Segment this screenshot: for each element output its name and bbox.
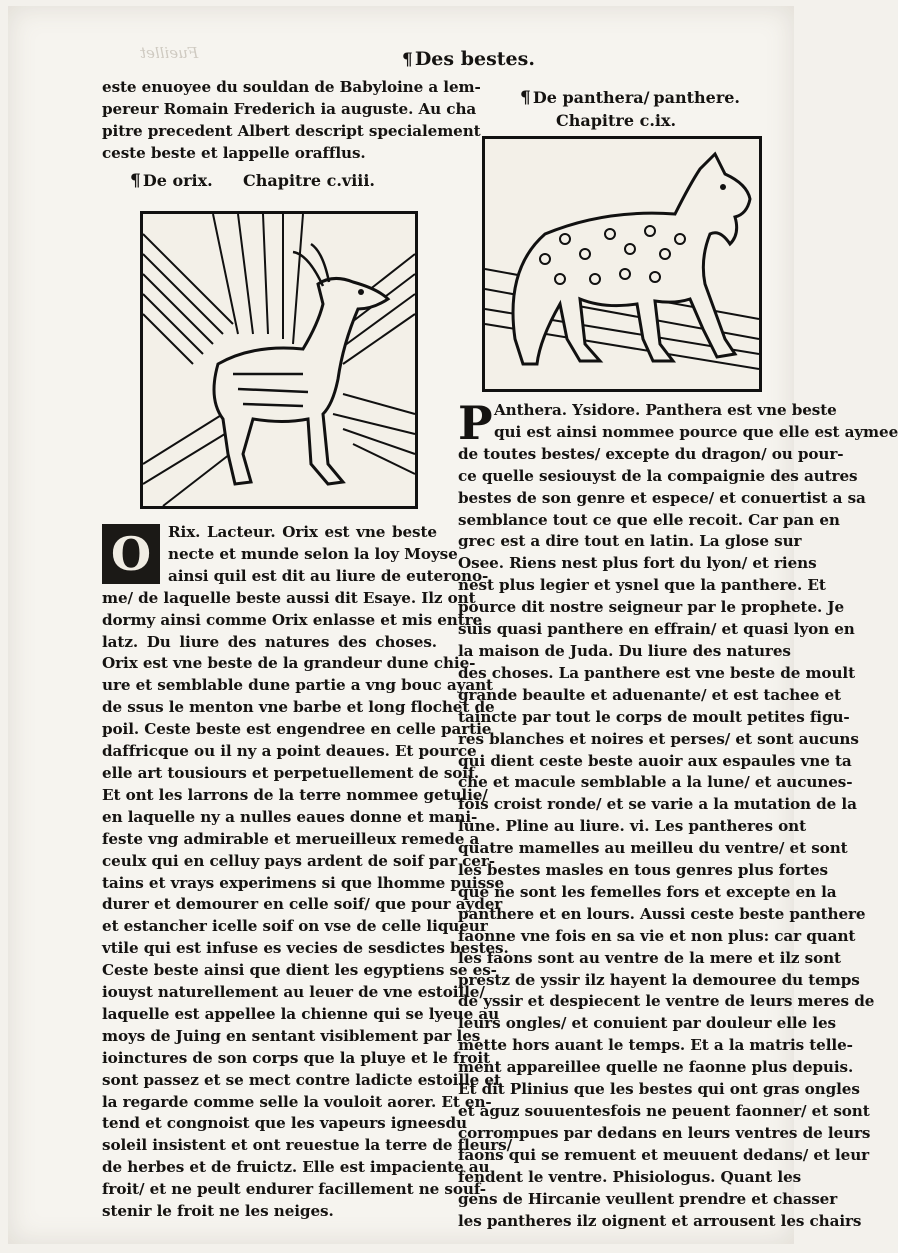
pilcrow-icon: ¶ bbox=[520, 88, 531, 108]
text-line: iouyst naturellement au leuer de vne estoille/ bbox=[102, 983, 485, 1002]
text-line: la maison de Juda. Du liure des natures bbox=[458, 641, 791, 660]
text-line: necte et munde selon la loy Moyse bbox=[168, 544, 458, 563]
text-line: ioinctures de son corps que la pluye et le froit bbox=[102, 1048, 490, 1067]
text-line: sont passez et se mect contre ladicte estoille et bbox=[102, 1070, 501, 1089]
text-line: des choses. La panthere est vne beste de moult bbox=[458, 663, 855, 682]
text-line: corrompues par dedans en leurs ventres de leurs bbox=[458, 1123, 871, 1142]
text-line: Orix est vne beste de la grandeur dune chie- bbox=[102, 654, 476, 673]
text-line: la regarde comme selle la vouloit aorer. Et en- bbox=[102, 1092, 492, 1111]
text-line: suis quasi panthere en effrain/ et quasi lyon en bbox=[458, 620, 855, 639]
oryx-woodcut-drawing bbox=[143, 214, 415, 506]
text-line: faons qui se remuent et meuuent dedans/ et leur bbox=[458, 1145, 870, 1164]
text-line: semblance tout ce que elle recoit. Car pan en bbox=[458, 510, 840, 529]
text-line: vtile qui est infuse es vecies de sesdictes bestes. bbox=[102, 939, 509, 958]
oryx-woodcut-illustration bbox=[140, 211, 418, 509]
text-line: Osee. Riens nest plus fort du lyon/ et riens bbox=[458, 554, 817, 573]
text-line: tains et vrays experimens si que lhomme puisse bbox=[102, 873, 505, 892]
text-line: dormy ainsi comme Orix enlasse et mis entre bbox=[102, 610, 483, 629]
oryx-chapter-heading bbox=[130, 171, 375, 191]
text-line: faonne vne fois en sa vie et non plus: car quant bbox=[458, 926, 856, 945]
text-line: pitre precedent Albert descript specialement bbox=[102, 121, 481, 140]
text-line: Ceste beste ainsi que dient les egyptiens se es- bbox=[102, 961, 497, 980]
text-line: poil. Ceste beste est engendree en celle partie bbox=[102, 720, 492, 739]
text-line: taincte par tout le corps de moult petites figu- bbox=[458, 707, 850, 726]
oryx-chapter-number: Chapitre c.viii. bbox=[243, 171, 375, 190]
text-line: et aguz souuentesfois ne peuent faonner/ et sont bbox=[458, 1102, 870, 1120]
text-line: ceulx qui en celluy pays ardent de soif par cer- bbox=[102, 851, 495, 870]
text-line: grec est a dire tout en latin. La glose sur bbox=[458, 532, 802, 551]
text-line: Rix. Lacteur. Orix est vne beste bbox=[168, 523, 437, 541]
text-line: et estancher icelle soif on vse de celle liqueur bbox=[102, 917, 488, 936]
text-line: de yssir et despiecent le ventre de leurs meres de bbox=[458, 992, 875, 1011]
show-through-text: Fueillet bbox=[140, 44, 199, 62]
text-line: grande beaulte et aduenante/ et est tachee et bbox=[458, 685, 841, 704]
text-line: ce quelle sesiouyst de la compaignie des autres bbox=[458, 466, 858, 485]
text-line: pereur Romain Frederich ia auguste. Au cha bbox=[102, 99, 477, 118]
panther-woodcut-illustration bbox=[482, 136, 762, 392]
text-line: ceste beste et lappelle orafflus. bbox=[102, 143, 366, 162]
text-line: ure et semblable dune partie a vng bouc ayant bbox=[102, 676, 493, 695]
text-line: les bestes masles en tous genres plus fortes bbox=[458, 861, 828, 880]
text-line: soleil insistent et ont reuestue la terre de fleurs/ bbox=[102, 1136, 513, 1155]
text-line: en laquelle ny a nulles eaues donne et mani- bbox=[102, 807, 478, 826]
text-line: elle art tousiours et perpetuellement de soif. bbox=[102, 763, 480, 782]
text-line: moys de Juing en sentant visiblement par les bbox=[102, 1026, 481, 1045]
panthera-chapter-number: Chapitre c.ix. bbox=[556, 111, 677, 130]
text-line: feste vng admirable et merueilleux remede a bbox=[102, 829, 480, 848]
text-line: qui est ainsi nommee pource que elle est aymee bbox=[494, 422, 898, 441]
text-line: Et ont les larrons de la terre nommee getulie/ bbox=[102, 785, 488, 804]
text-line: leurs ongles/ et conuient par douleur elle les bbox=[458, 1014, 836, 1033]
text-line: latz. Du liure des natures des choses. bbox=[102, 632, 437, 651]
text-line: fois croist ronde/ et se varie a la mutation de la bbox=[458, 795, 857, 814]
text-line: quatre mamelles au meilleu du ventre/ et sont bbox=[458, 839, 848, 858]
text-line: froit/ et ne peult endurer facillement ne souf- bbox=[102, 1180, 486, 1199]
oryx-title: ¶ De orix. bbox=[130, 171, 213, 191]
text-line: les pantheres ilz oignent et arrousent les chairs bbox=[458, 1211, 862, 1230]
left-column-top-text bbox=[102, 77, 481, 165]
pilcrow-icon: ¶ bbox=[402, 50, 413, 70]
panther-woodcut-drawing bbox=[485, 139, 759, 389]
text-line: res blanches et noires et perses/ et sont aucuns bbox=[458, 729, 859, 748]
text-line: nest plus legier et ysnel que la panthere. Et bbox=[458, 576, 826, 595]
running-head: ¶ Des bestes. bbox=[402, 48, 535, 70]
panthera-title: ¶ De panthera/ bbox=[520, 88, 650, 108]
text-line: de herbes et de fruictz. Elle est impaciente au bbox=[102, 1158, 490, 1177]
text-line: stenir le froit ne les neiges. bbox=[102, 1202, 334, 1221]
decorated-initial-o: O bbox=[102, 524, 160, 584]
panthera-french-name: panthere. bbox=[653, 88, 740, 107]
panthera-chapter-heading bbox=[520, 88, 740, 130]
pilcrow-icon: ¶ bbox=[130, 171, 141, 191]
text-line: durer et demourer en celle soif/ que pour ayder bbox=[102, 895, 503, 914]
text-line: ment appareillee quelle ne faonne plus depuis. bbox=[458, 1058, 854, 1077]
text-line: este enuoyee du souldan de Babyloine a lem- bbox=[102, 78, 481, 96]
text-line: que ne sont les femelles fors et excepte en la bbox=[458, 882, 837, 901]
text-line: de ssus le menton vne barbe et long flochet de bbox=[102, 698, 495, 717]
text-line: che et macule semblable a la lune/ et aucunes- bbox=[458, 773, 853, 792]
text-line: tend et congnoist que les vapeurs igneesdu bbox=[102, 1114, 467, 1133]
text-line: mette hors auant le temps. Et a la matris telle- bbox=[458, 1036, 853, 1055]
initial-p: P bbox=[458, 396, 493, 450]
text-line: lune. Pline au liure. vi. Les pantheres ont bbox=[458, 817, 806, 836]
oryx-chapter-text bbox=[102, 522, 513, 1223]
text-line: prestz de yssir ilz hayent la demouree du temps bbox=[458, 970, 860, 989]
text-line: laquelle est appellee la chienne qui se lyeue au bbox=[102, 1004, 500, 1023]
text-line: me/ de laquelle beste aussi dit Esaye. Ilz ont bbox=[102, 588, 476, 607]
text-line: gens de Hircanie veullent prendre et chasser bbox=[458, 1189, 838, 1208]
text-line: fendent le ventre. Phisiologus. Quant les bbox=[458, 1167, 802, 1186]
text-line: ainsi quil est dit au liure de euterono- bbox=[168, 566, 489, 585]
text-line: daffricque ou il ny a point deaues. Et pource bbox=[102, 742, 477, 761]
text-line: les faons sont au ventre de la mere et ilz sont bbox=[458, 948, 841, 967]
text-line: bestes de son genre et espece/ et conuertist a sa bbox=[458, 488, 866, 507]
text-line: pource dit nostre seigneur par le prophete. Je bbox=[458, 598, 845, 617]
text-line: Anthera. Ysidore. Panthera est vne beste bbox=[494, 401, 837, 419]
text-line: panthere et en lours. Aussi ceste beste panthere bbox=[458, 904, 866, 923]
panthera-chapter-text bbox=[458, 396, 898, 1232]
text-line: Et dit Plinius que les bestes qui ont gras ongles bbox=[458, 1080, 860, 1099]
text-line: qui dient ceste beste auoir aux espaules vne ta bbox=[458, 751, 852, 770]
text-line: de toutes bestes/ excepte du dragon/ ou pour- bbox=[458, 444, 844, 463]
